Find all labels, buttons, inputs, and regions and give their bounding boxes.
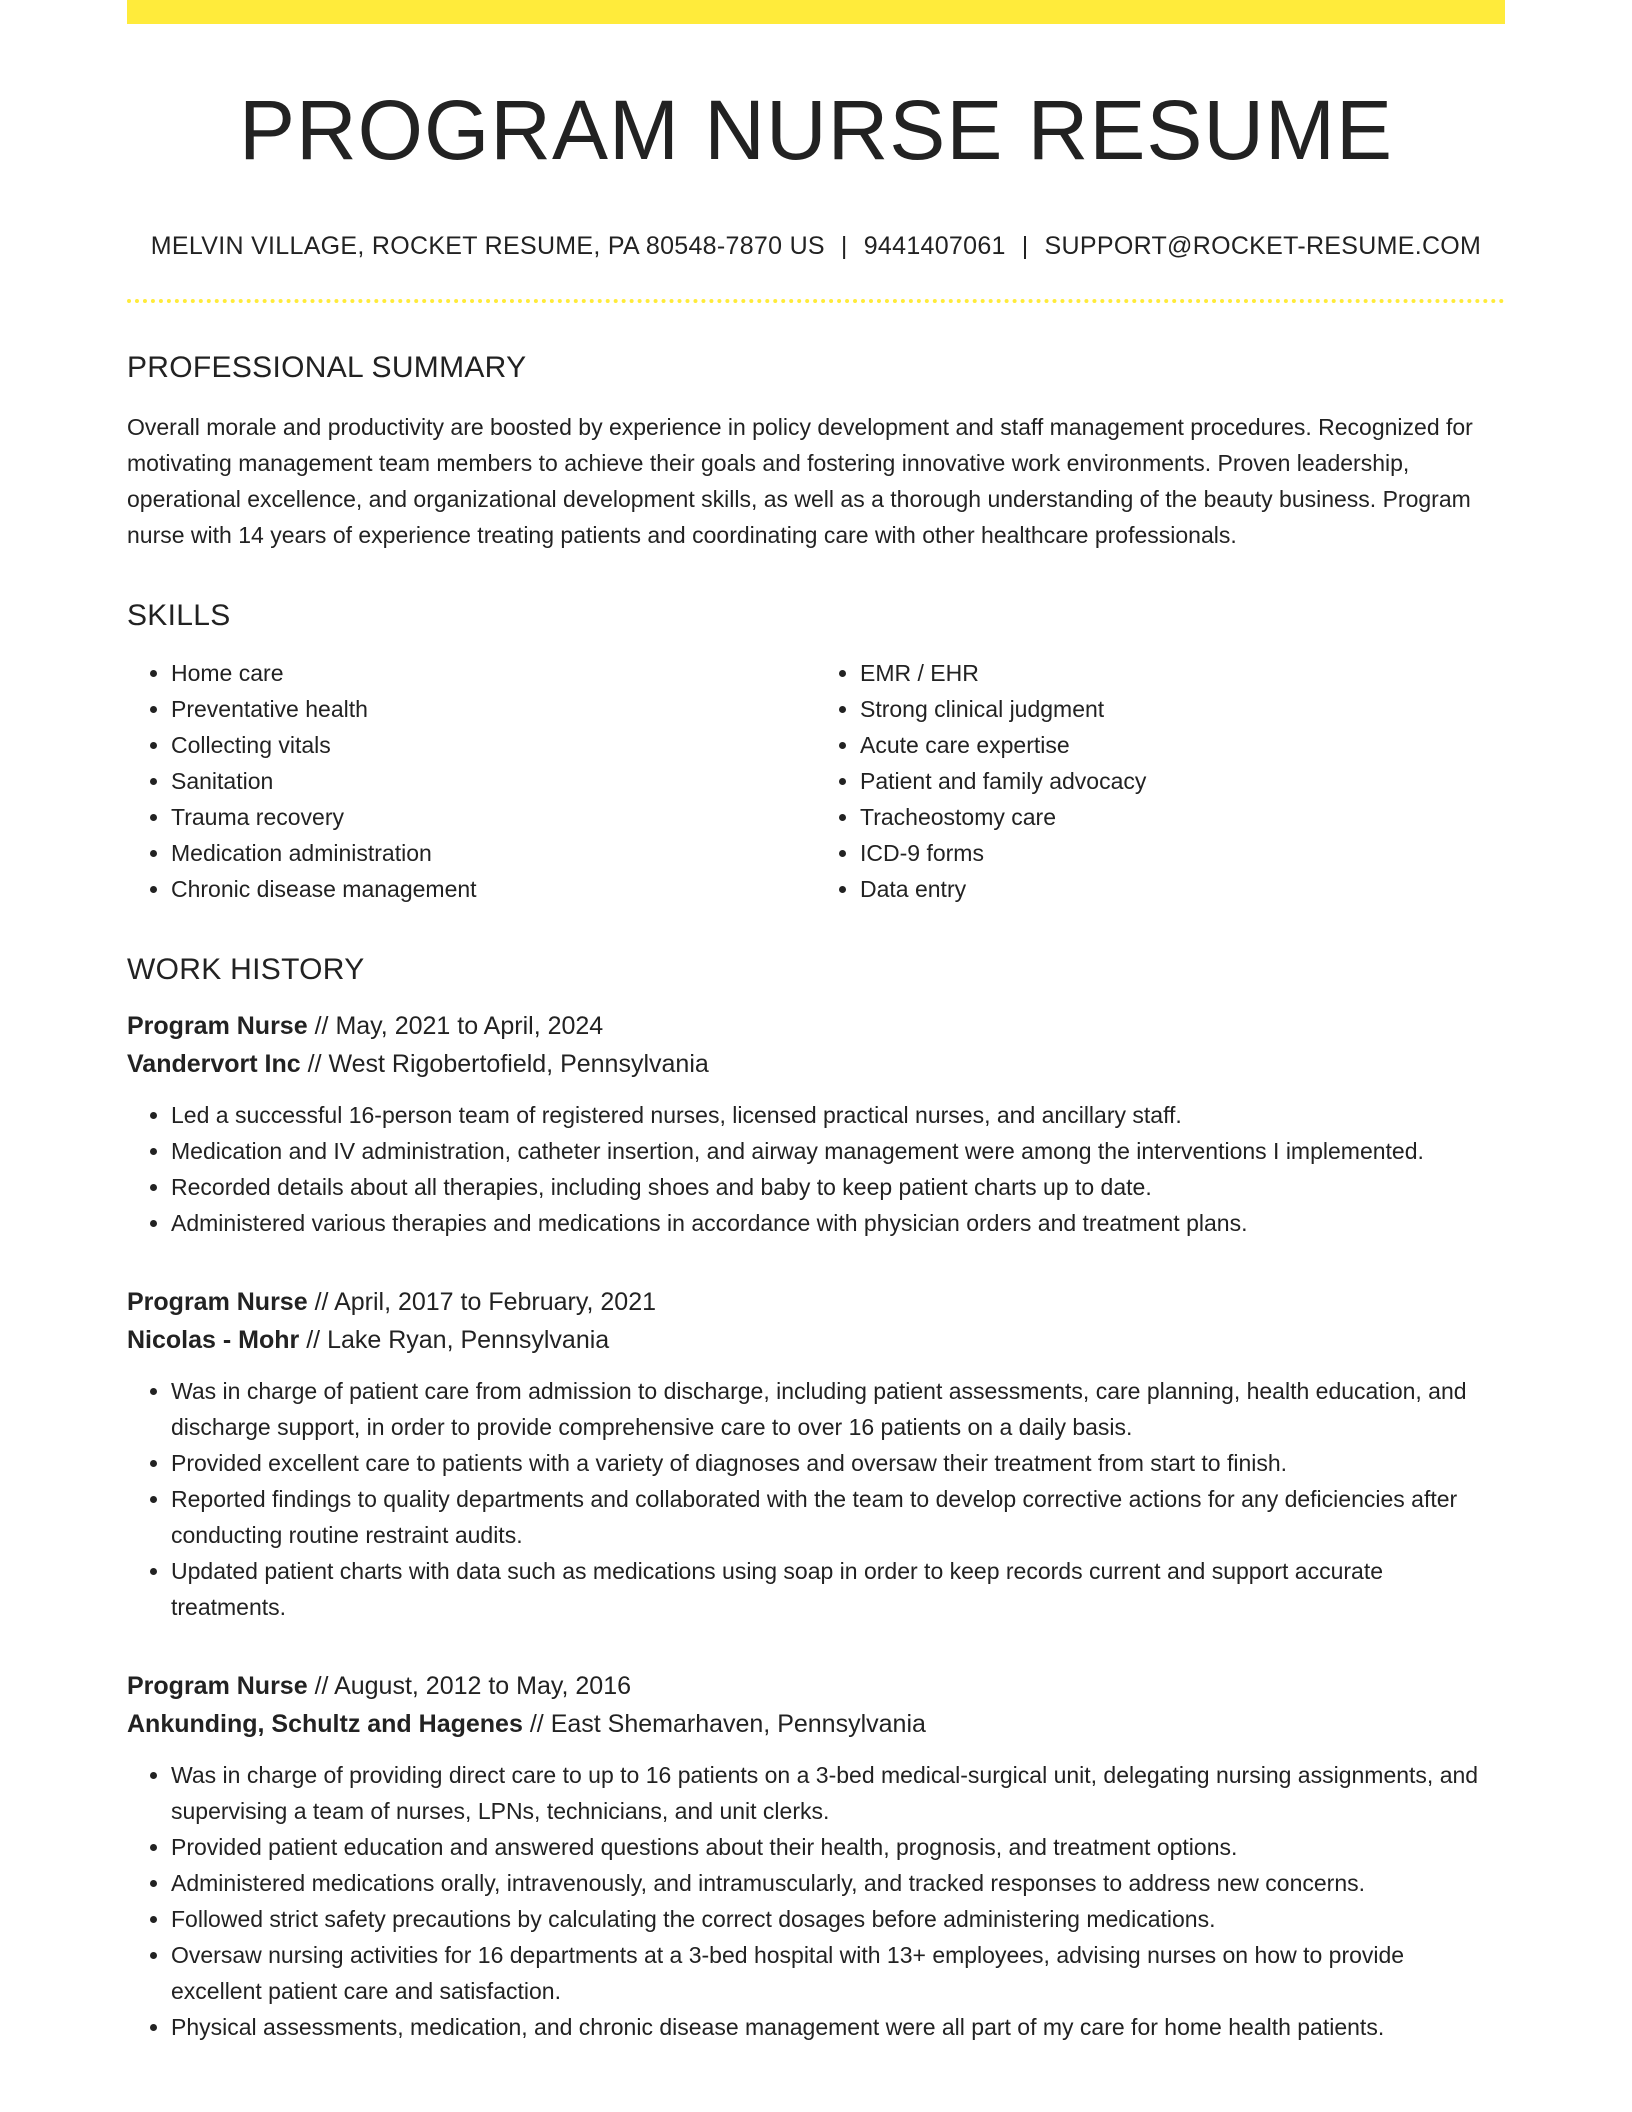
skill-item: • Patient and family advocacy	[860, 763, 1505, 799]
job-bullet: • Recorded details about all therapies, including shoes and baby to keep patient charts up to date.	[171, 1169, 1505, 1205]
skill-item: • Sanitation	[171, 763, 816, 799]
skill-item: • Data entry	[860, 871, 1505, 907]
skills-list-left	[127, 655, 816, 907]
contact-line	[127, 232, 1505, 261]
skill-item: • Home care	[171, 655, 816, 691]
job-location: Lake Ryan, Pennsylvania	[327, 1326, 610, 1355]
contact-separator: |	[1021, 232, 1029, 261]
header-divider	[127, 299, 1505, 303]
job-divider: //	[314, 1672, 329, 1701]
job-bullet: • Was in charge of providing direct care to up to 16 patients on a 3-bed medical-surgical unit, delegating nursing assignments, and supervising a team of nurses, LPNs, technicians, and unit clerks.	[171, 1757, 1505, 1829]
contact-email: SUPPORT@ROCKET-RESUME.COM	[1044, 232, 1482, 261]
job-role-line	[127, 1007, 1505, 1045]
job-bullet: • Followed strict safety precautions by calculating the correct dosages before administering medications.	[171, 1901, 1505, 1937]
job-company-line	[127, 1045, 1505, 1083]
contact-phone: 9441407061	[863, 232, 1006, 261]
job-bullet: • Led a successful 16-person team of registered nurses, licensed practical nurses, and ancillary staff.	[171, 1097, 1505, 1133]
job-company: Nicolas - Mohr	[127, 1326, 300, 1355]
skill-item: • Strong clinical judgment	[860, 691, 1505, 727]
job-company-line	[127, 1321, 1505, 1359]
job-divider: //	[307, 1050, 322, 1079]
job-bullet: • Medication and IV administration, catheter insertion, and airway management were among the interventions I implemented.	[171, 1133, 1505, 1169]
summary-text: Overall morale and productivity are boosted by experience in policy development and staff management procedures. Recognized for motivating management team members to achieve their goals and fostering innovative work environments. Proven leadership, operational excellence, and organizational development skills, as well as a thorough understanding of the beauty business. Program nurse with 14 years of experience treating patients and coordinating care with other healthcare professionals.	[127, 414, 1473, 549]
resume-title: PROGRAM NURSE RESUME	[238, 83, 1394, 177]
job-bullets	[127, 1757, 1505, 2045]
work-history-heading: WORK HISTORY	[127, 953, 365, 987]
skill-item: • Preventative health	[171, 691, 816, 727]
job-dates: April, 2017 to February, 2021	[334, 1288, 657, 1317]
job-bullet: • Was in charge of patient care from admission to discharge, including patient assessments, care planning, health education, and discharge support, in order to provide comprehensive care to over 16 patients on a daily basis.	[171, 1373, 1505, 1445]
skill-item: • EMR / EHR	[860, 655, 1505, 691]
job-bullets	[127, 1373, 1505, 1625]
job-divider: //	[314, 1012, 329, 1041]
job-bullets	[127, 1097, 1505, 1241]
skills-list-right	[816, 655, 1505, 907]
skill-item: • Collecting vitals	[171, 727, 816, 763]
job-bullet: • Oversaw nursing activities for 16 departments at a 3-bed hospital with 13+ employees, advising nurses on how to provide excellent patient care and satisfaction.	[171, 1937, 1505, 2009]
job-entry	[127, 1667, 1505, 2045]
job-bullet: • Reported findings to quality departments and collaborated with the team to develop corrective actions for any deficiencies after conducting routine restraint audits.	[171, 1481, 1505, 1553]
job-entry	[127, 1283, 1505, 1625]
top-accent-bar	[127, 0, 1505, 24]
job-dates: August, 2012 to May, 2016	[334, 1672, 632, 1701]
job-role: Program Nurse	[127, 1672, 308, 1701]
skill-item: • Tracheostomy care	[860, 799, 1505, 835]
job-location: West Rigobertofield, Pennsylvania	[328, 1050, 709, 1079]
skill-item: • Trauma recovery	[171, 799, 816, 835]
skill-item: • Medication administration	[171, 835, 816, 871]
job-bullet: • Updated patient charts with data such as medications using soap in order to keep records current and support accurate treatments.	[171, 1553, 1505, 1625]
job-role: Program Nurse	[127, 1288, 308, 1317]
job-location: East Shemarhaven, Pennsylvania	[550, 1710, 926, 1739]
job-dates: May, 2021 to April, 2024	[335, 1012, 604, 1041]
job-entry	[127, 1007, 1505, 1241]
contact-address: MELVIN VILLAGE, ROCKET RESUME, PA 80548-7870 US	[150, 232, 825, 261]
job-company: Vandervort Inc	[127, 1050, 301, 1079]
job-bullet: • Provided patient education and answered questions about their health, prognosis, and treatment options.	[171, 1829, 1505, 1865]
skills-heading: SKILLS	[127, 599, 231, 633]
job-bullet: • Administered medications orally, intravenously, and intramuscularly, and tracked responses to address new concerns.	[171, 1865, 1505, 1901]
skill-item: • ICD-9 forms	[860, 835, 1505, 871]
job-bullet: • Physical assessments, medication, and chronic disease management were all part of my care for home health patients.	[171, 2009, 1505, 2045]
job-bullet: • Administered various therapies and medications in accordance with physician orders and treatment plans.	[171, 1205, 1505, 1241]
contact-separator: |	[840, 232, 848, 261]
job-role-line	[127, 1667, 1505, 1705]
job-divider: //	[314, 1288, 329, 1317]
skills-columns	[127, 655, 1505, 907]
job-role-line	[127, 1283, 1505, 1321]
job-divider: //	[529, 1710, 544, 1739]
summary-heading: PROFESSIONAL SUMMARY	[127, 351, 527, 385]
job-bullet: • Provided excellent care to patients with a variety of diagnoses and oversaw their treatment from start to finish.	[171, 1445, 1505, 1481]
job-company-line	[127, 1705, 1505, 1743]
job-divider: //	[306, 1326, 321, 1355]
job-company: Ankunding, Schultz and Hagenes	[127, 1710, 523, 1739]
job-role: Program Nurse	[127, 1012, 308, 1041]
skill-item: • Chronic disease management	[171, 871, 816, 907]
skill-item: • Acute care expertise	[860, 727, 1505, 763]
